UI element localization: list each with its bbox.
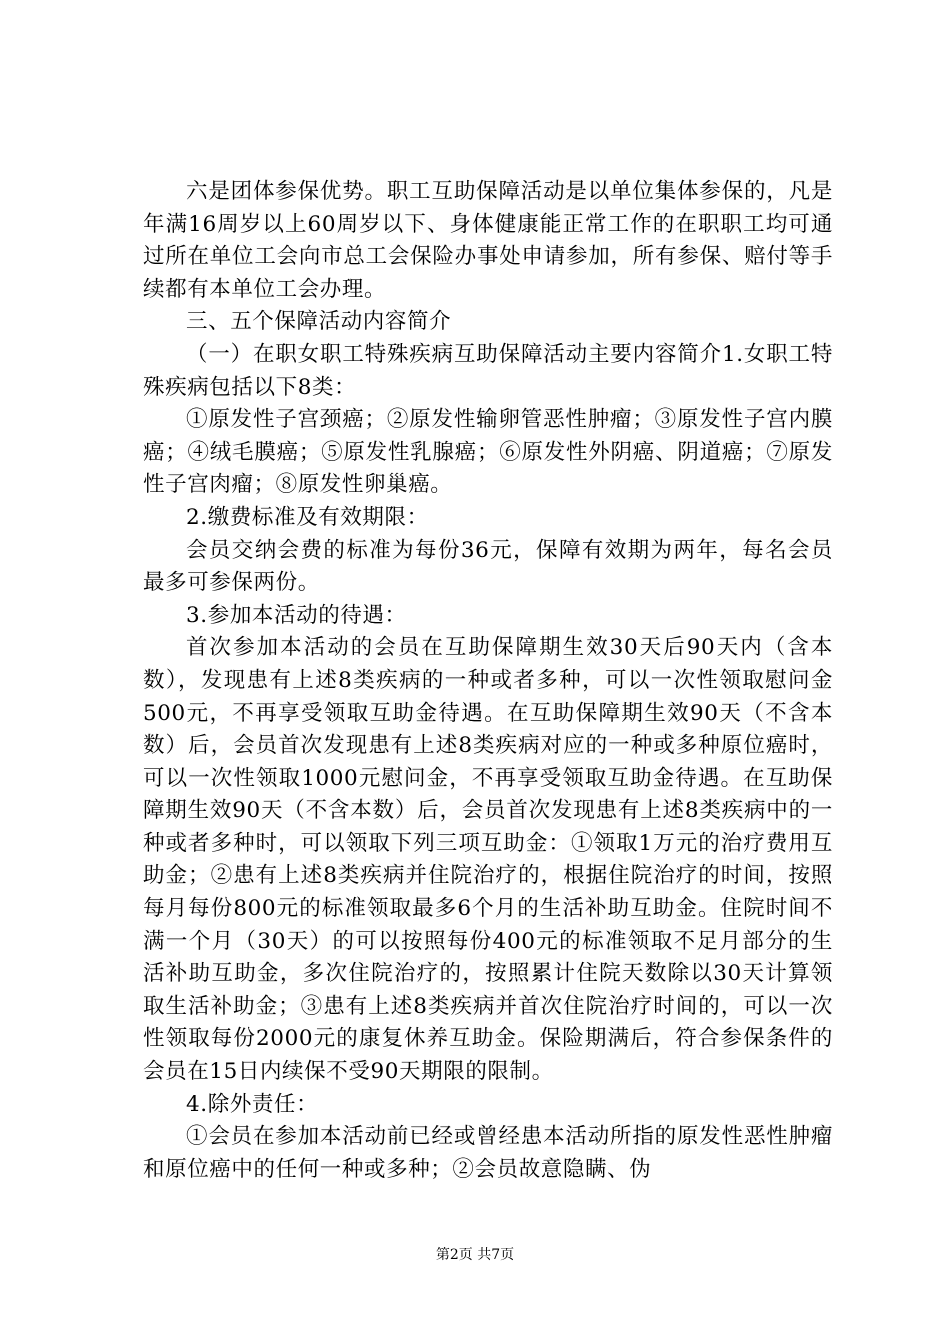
section-heading-activities: 三、五个保障活动内容简介 xyxy=(186,309,452,335)
paragraph-disease-list: ①原发性子宫颈癌；②原发性输卵管恶性肿瘤；③原发性子宫内膜癌；④绒毛膜癌；⑤原发性乳腺癌；⑥原发性外阴癌、阴道癌；⑦原发性子宫肉瘤；⑧原发性卵巢癌。 xyxy=(143,407,833,498)
document-body xyxy=(143,176,833,1186)
paragraph-exclusions: ①会员在参加本活动前已经或曾经患本活动所指的原发性恶性肿瘤和原位癌中的任何一种或多种；②会员故意隐瞒、伪 xyxy=(143,1124,833,1182)
page-number-footer: 第2页 共7页 xyxy=(435,1247,515,1263)
paragraph-benefits: 首次参加本活动的会员在互助保障期生效30天后90天内（含本数），发现患有上述8类疾病的一种或者多种，可以一次性领取慰问金500元，不再享受领取互助金待遇。在互助保障期生效90天（不含本数）后，会员首次发现患有上述8类疾病对应的一种或多种原位癌时，可以一次性领取1000元慰问金，不再享受领取互助金待遇。在互助保障期生效90天（不含本数）后，会员首次发现患有上述8类疾病中的一种或者多种时，可以领取下列三项互助金：①领取1万元的治疗费用互助金；②患有上述8类疾病并住院治疗的，根据住院治疗的时间，按照每月每份800元的标准领取最多6个月的生活补助互助金。住院时间不满一个月（30天）的可以按照每份400元的标准领取不足月部分的生活补助互助金，多次住院治疗的，按照累计住院天数除以30天计算领取生活补助金；③患有上述8类疾病并首次住院治疗时间的，可以一次性领取每份2000元的康复休养互助金。保险期满后，符合参保条件的会员在15日内续保不受90天期限的限制。 xyxy=(143,635,833,1085)
item-heading-exclusions: 4.除外责任： xyxy=(186,1091,319,1117)
item-heading-benefits: 3.参加本活动的待遇： xyxy=(186,602,407,628)
subsection-heading-female-diseases: （一）在职女职工特殊疾病互助保障活动主要内容简介1.女职工特殊疾病包括以下8类： xyxy=(143,341,833,400)
paragraph-group-insurance-advantage: 六是团体参保优势。职工互助保障活动是以单位集体参保的，凡是年满16周岁以上60周岁以下、身体健康能正常工作的在职职工均可通过所在单位工会向市总工会保险办事处申请参加，所有参保、赔付等手续都有本单位工会办理。 xyxy=(143,179,833,302)
item-heading-fee-standard: 2.缴费标准及有效期限： xyxy=(186,504,429,530)
paragraph-fee-standard: 会员交纳会费的标准为每份36元，保障有效期为两年，每名会员最多可参保两份。 xyxy=(143,537,833,596)
